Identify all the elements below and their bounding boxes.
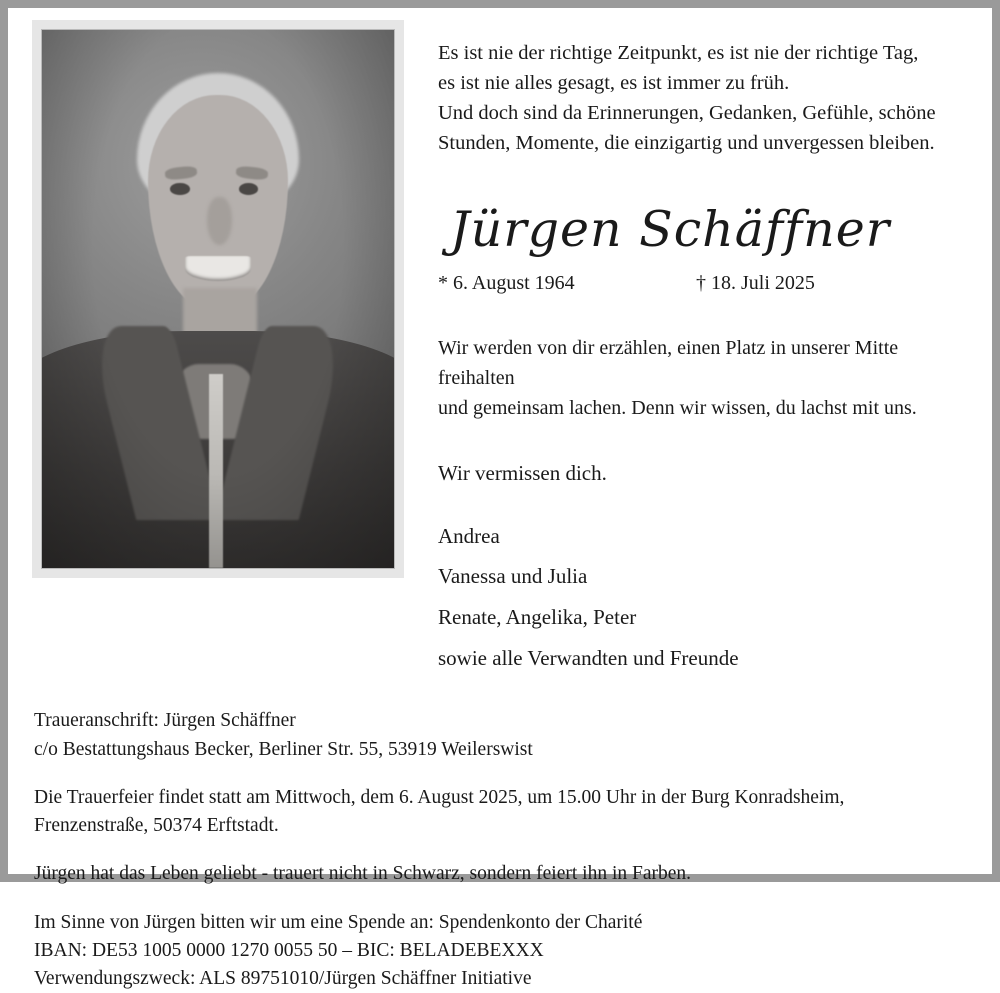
verse-line-4: Stunden, Momente, die einzigartig und unvergessen bleiben. [438, 132, 935, 155]
memory-block [438, 333, 974, 423]
dress-note: Jürgen hat das Leben geliebt - trauert nicht in Schwarz, sondern feiert ihn in Farben. [34, 863, 692, 885]
portrait-photo [41, 29, 395, 569]
notice-top-section [26, 20, 974, 679]
address-line-1: Traueranschrift: Jürgen Schäffner [34, 710, 296, 732]
survivor-line-2: Vanessa und Julia [438, 564, 588, 589]
survivors-list [438, 516, 974, 680]
survivor-line-1: Andrea [438, 523, 500, 548]
survivor-line-3: Renate, Angelika, Peter [438, 605, 637, 630]
life-dates [438, 272, 974, 295]
birth-date: * 6. August 1964 [438, 271, 575, 294]
notice-text-column [404, 20, 974, 679]
donation-info [34, 909, 970, 993]
memory-line-2: und gemeinsam lachen. Denn wir wissen, du lachst mit uns. [438, 396, 917, 419]
donation-line-2: IBAN: DE53 1005 0000 1270 0055 50 – BIC: BELADEBEXXX [34, 939, 544, 961]
verse-line-3: Und doch sind da Erinnerungen, Gedanken, Gefühle, schöne [438, 102, 936, 125]
death-date: † 18. Juli 2025 [696, 271, 815, 294]
address-line-2: c/o Bestattungshaus Becker, Berliner Str. 55, 53919 Weilerswist [34, 738, 533, 760]
verse-block [438, 38, 968, 159]
ceremony-info [34, 784, 970, 841]
donation-line-3: Verwendungszweck: ALS 89751010/Jürgen Schäffner Initiative [34, 968, 532, 990]
ceremony-line-2: Frenzenstraße, 50374 Erftstadt. [34, 815, 279, 837]
notice-bottom-section [34, 707, 970, 993]
portrait-frame [32, 20, 404, 578]
verse-line-2: es ist nie alles gesagt, es ist immer zu früh. [438, 72, 790, 95]
portrait-vignette [42, 30, 394, 568]
donation-line-1: Im Sinne von Jürgen bitten wir um eine Spende an: Spendenkonto der Charité [34, 911, 643, 933]
mourning-address [34, 707, 970, 764]
deceased-name: Jürgen Schäffner [450, 200, 891, 258]
miss-line: Wir vermissen dich. [438, 460, 607, 485]
verse-line-1: Es ist nie der richtige Zeitpunkt, es ist nie der richtige Tag, [438, 42, 919, 64]
survivor-line-4: sowie alle Verwandten und Freunde [438, 646, 739, 671]
memory-line-1: Wir werden von dir erzählen, einen Platz in unserer Mitte freihalten [438, 336, 899, 389]
ceremony-line-1: Die Trauerfeier findet statt am Mittwoch, dem 6. August 2025, um 15.00 Uhr in der Burg Konradsheim, [34, 786, 845, 808]
